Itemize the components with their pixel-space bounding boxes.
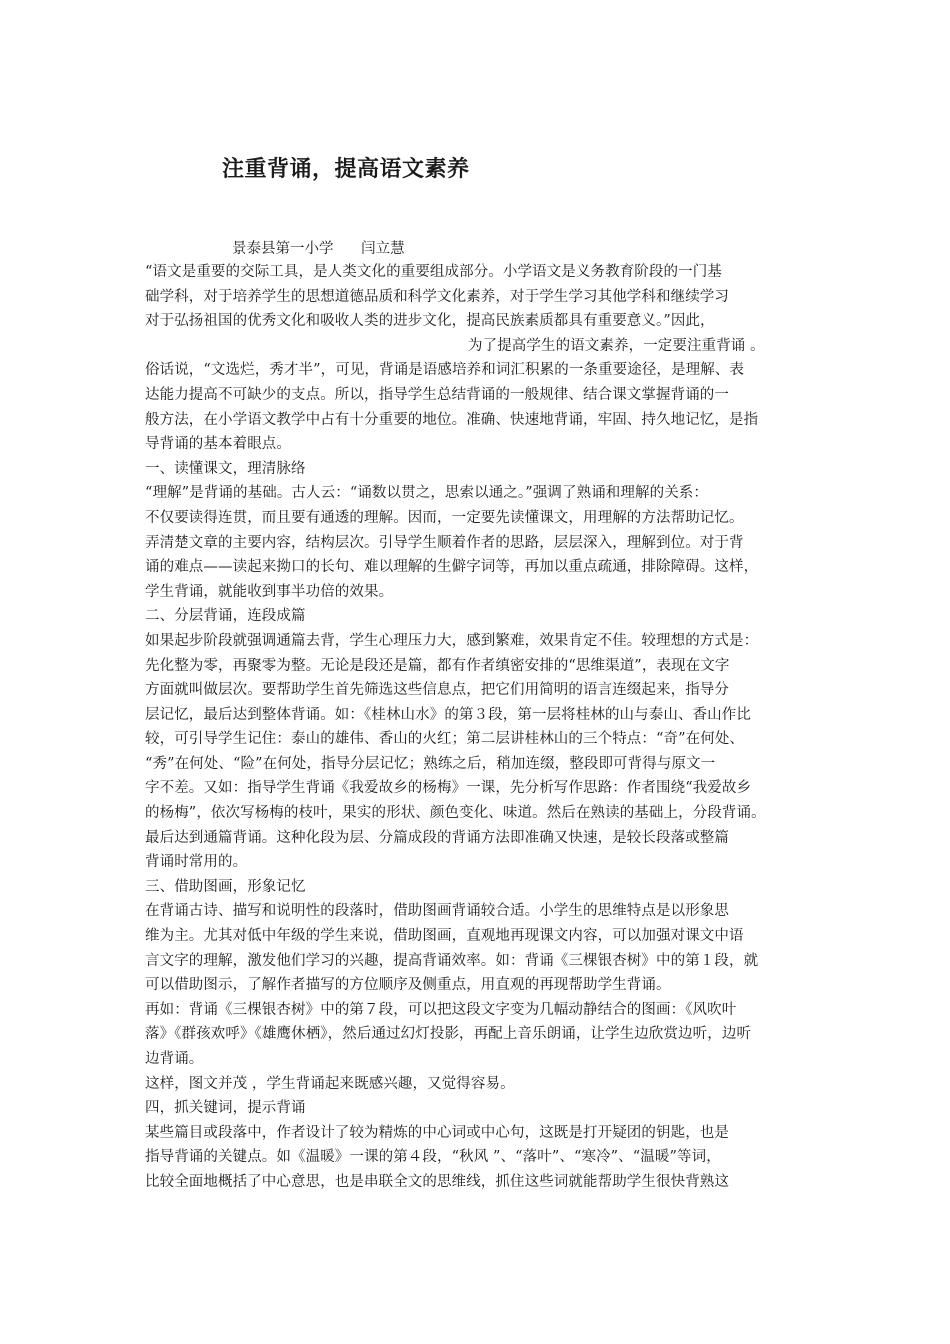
text-line: 落》《群孩欢呼》《雄鹰休栖》，然后通过幻灯投影，再配上音乐朗诵，让学生边欣赏边听，边听 <box>145 1026 752 1043</box>
text-line: “理解”是背诵的基础。古人云：“诵数以贯之，思索以通之。”强调了熟诵和理解的关系： <box>145 485 708 502</box>
text-line: 达能力提高不可缺少的支点。所以，指导学生总结背诵的一般规律、结合课文掌握背诵的一 <box>145 386 729 403</box>
text-line: 较，可引导学生记住：泰山的雄伟、香山的火红；第二层讲桂林山的三个特点：“奇”在何处、 <box>145 731 745 748</box>
text-line: 层记忆，最后达到整体背诵。如：《桂林山水》的第３段，第一层将桂林的山与泰山、香山作比 <box>145 706 751 723</box>
text-line: 诵的难点——读起来拗口的长句、难以理解的生僻字词等，再加以重点疏通，排除障碍。这样， <box>145 559 759 576</box>
document-body <box>145 260 825 1195</box>
text-line: 二、分层背诵，连段成篇 <box>145 608 306 625</box>
text-line: 比较全面地概括了中心意思，也是串联全文的思维线，抓住这些词就能帮助学生很快背熟这 <box>145 1173 729 1190</box>
text-line: 字不差。又如：指导学生背诵《我爱故乡的杨梅》一课，先分析写作思路：作者围绕“我爱故乡 <box>145 780 752 797</box>
text-line: 如果起步阶段就强调通篇去背，学生心理压力大，感到繁难，效果肯定不佳。较理想的方式是： <box>145 632 759 649</box>
text-line: 这样，图文并茂 ，学生背诵起来既感兴趣，又觉得容易。 <box>145 1075 515 1092</box>
text-line: 不仅要读得连贯，而且要有通透的理解。因而，一定要先读懂课文，用理解的方法帮助记忆。 <box>145 509 744 526</box>
text-line: 一、读懂课文，理清脉络 <box>145 460 306 477</box>
text-line: 最后达到通篇背诵。这种化段为层、分篇成段的背诵方法即准确又快速，是较长段落或整篇 <box>145 829 729 846</box>
text-line: 四，抓关键词，提示背诵 <box>145 1100 306 1117</box>
text-line: 再如：背诵《三棵银杏树》中的第７段，可以把这段文字变为几幅动静结合的图画：《风吹叶 <box>145 1001 737 1018</box>
text-line: 俗话说，“文选烂，秀才半”，可见，背诵是语感培养和词汇积累的一条重要途径，是理解、表 <box>145 362 745 379</box>
text-line: 弄清楚文章的主要内容，结构层次。引导学生顺着作者的思路，层层深入，理解到位。对于背 <box>145 534 744 551</box>
document-title: 注重背诵，提高语文素养 <box>222 157 470 182</box>
text-line: 对于弘扬祖国的优秀文化和吸收人类的进步文化，提高民族素质都具有重要意义。”因此， <box>145 313 715 330</box>
text-line: “语文是重要的交际工具，是人类文化的重要组成部分。小学语文是义务教育阶段的一门基 <box>145 264 722 280</box>
text-line: 学生背诵，就能收到事半功倍的效果。 <box>145 583 394 600</box>
author-byline: 景泰县第一小学 闫立慧 <box>232 241 405 257</box>
text-line: 的杨梅”，依次写杨梅的枝叶，果实的形状、颜色变化、味道。然后在熟读的基础上，分段背诵。 <box>145 805 766 822</box>
text-line: 般方法，在小学语文教学中占有十分重要的地位。准确、快速地背诵，牢固、持久地记忆，是指 <box>145 411 759 428</box>
text-line: 可以借助图示，了解作者描写的方位顺序及侧重点，用直观的再现帮助学生背诵。 <box>145 977 671 994</box>
text-line: 某些篇目或段落中，作者设计了较为精炼的中心词或中心句，这既是打开疑团的钥匙，也是 <box>145 1124 729 1141</box>
text-line: 维为主。尤其对低中年级的学生来说，借助图画，直观地再现课文内容，可以加强对课文中语 <box>145 928 744 945</box>
text-line: “秀”在何处、“险”在何处，指导分层记忆；熟练之后，稍加连缀，整段即可背得与原文一 <box>145 755 716 772</box>
text-line: 为了提高学生的语文素养，一定要注重背诵 。 <box>468 337 765 354</box>
text-line: 导背诵的基本着眼点。 <box>145 436 291 453</box>
text-line: 背诵时常用的。 <box>145 854 248 871</box>
text-line: 础学科，对于培养学生的思想道德品质和科学文化素养，对于学生学习其他学科和继续学习 <box>145 288 729 305</box>
text-line: 边背诵。 <box>145 1051 204 1067</box>
text-line: 三、借助图画，形象记忆 <box>145 878 306 895</box>
text-line: 先化整为零，再聚零为整。无论是段还是篇，都有作者缜密安排的“思维渠道”，表现在文字 <box>145 657 730 674</box>
text-line: 言文字的理解，激发他们学习的兴趣，提高背诵效率。如：背诵《三棵银杏树》中的第１段，就 <box>145 952 759 969</box>
text-line: 在背诵古诗、描写和说明性的段落时，借助图画背诵较合适。小学生的思维特点是以形象思 <box>145 903 729 920</box>
text-line: 方面就叫做层次。要帮助学生首先筛选这些信息点，把它们用简明的语言连缀起来，指导分 <box>145 682 729 699</box>
text-line: 指导背诵的关键点。如《温暖》一课的第４段，“秋风 ”、“落叶”、“寒冷”、“温暖”等词， <box>145 1149 721 1166</box>
